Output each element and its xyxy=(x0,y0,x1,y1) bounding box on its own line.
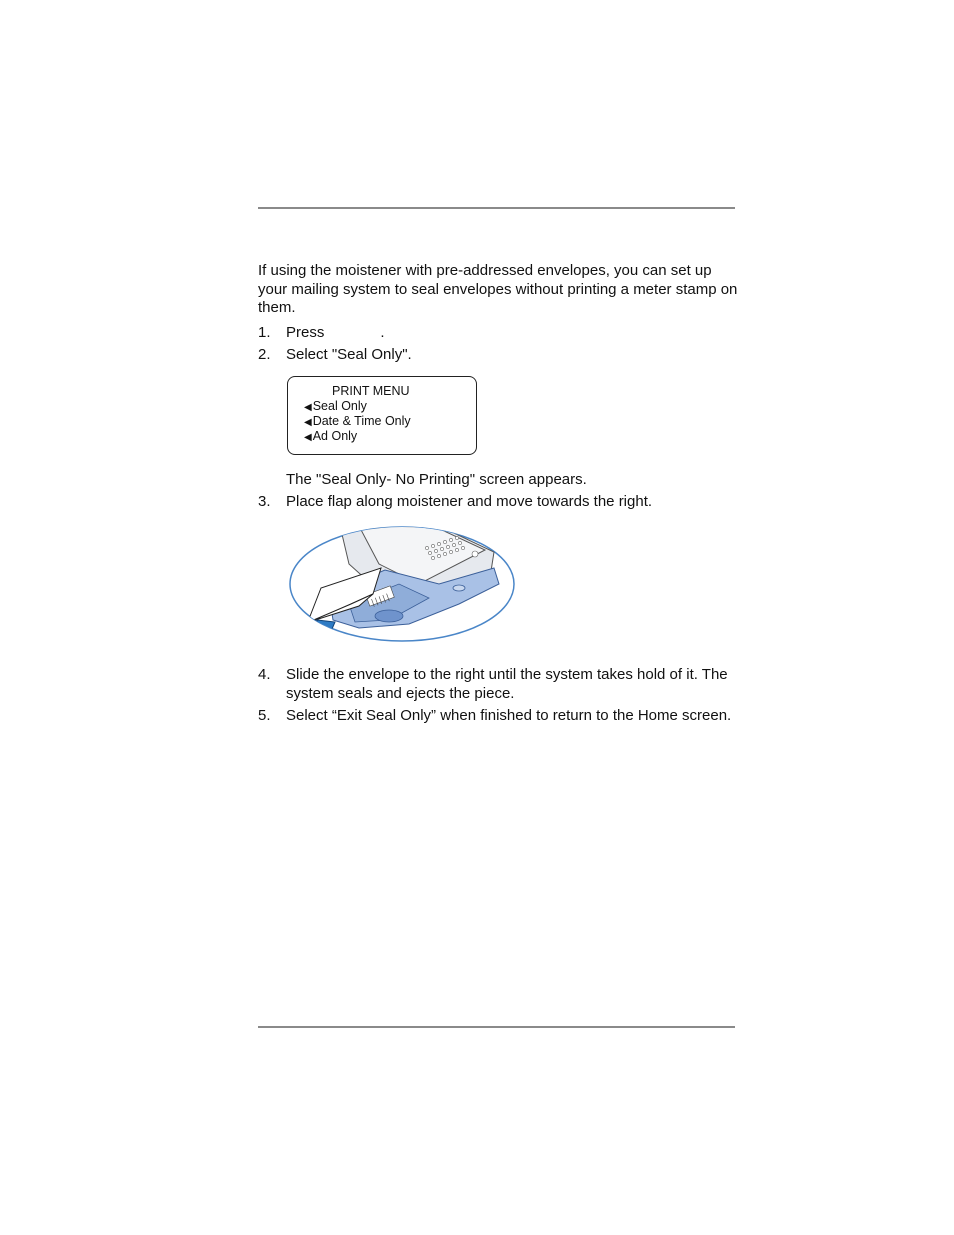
intro-paragraph: If using the moistener with pre-addressed envelopes, you can set up your mailing system to seal envelopes without printing a meter stamp on them. xyxy=(258,262,738,316)
step-text: Select “Exit Seal Only” when finished to return to the Home screen. xyxy=(286,707,732,724)
step-text: Place flap along moistener and move towards the right. xyxy=(286,493,653,510)
step-number: 3. xyxy=(258,493,271,510)
step-1-text: Press xyxy=(286,324,325,341)
sponge-well xyxy=(375,610,403,622)
menu-option-label: Date & Time Only xyxy=(312,414,411,428)
moistener-illustration xyxy=(289,524,517,646)
menu-option-ad-only xyxy=(304,429,357,445)
screen-title: PRINT MENU xyxy=(332,384,410,398)
screen-note: The "Seal Only- No Printing" screen appears. xyxy=(286,471,587,488)
step-number: 4. xyxy=(258,666,271,683)
step-number: 5. xyxy=(258,707,271,724)
left-arrow-icon: ◀ xyxy=(304,402,312,413)
step-text: Slide the envelope to the right until the system takes hold of it. The system seals and ejects the piece. xyxy=(286,666,728,702)
step-number: 1. xyxy=(258,324,271,341)
step-1-suffix: . xyxy=(380,324,385,341)
menu-option-seal-only xyxy=(304,399,367,415)
header-rule xyxy=(258,207,735,209)
left-arrow-icon: ◀ xyxy=(304,417,312,428)
footer-rule xyxy=(258,1026,735,1028)
step-text xyxy=(286,324,738,343)
step-number: 2. xyxy=(258,346,271,363)
direction-arrow-icon xyxy=(293,620,335,640)
step-text: Select "Seal Only". xyxy=(286,346,412,363)
menu-option-date-time-only xyxy=(304,414,411,430)
print-menu-screen xyxy=(287,376,477,455)
left-arrow-icon: ◀ xyxy=(304,432,312,443)
menu-option-label: Ad Only xyxy=(312,429,358,443)
base-button xyxy=(453,585,465,591)
menu-option-label: Seal Only xyxy=(312,399,367,413)
